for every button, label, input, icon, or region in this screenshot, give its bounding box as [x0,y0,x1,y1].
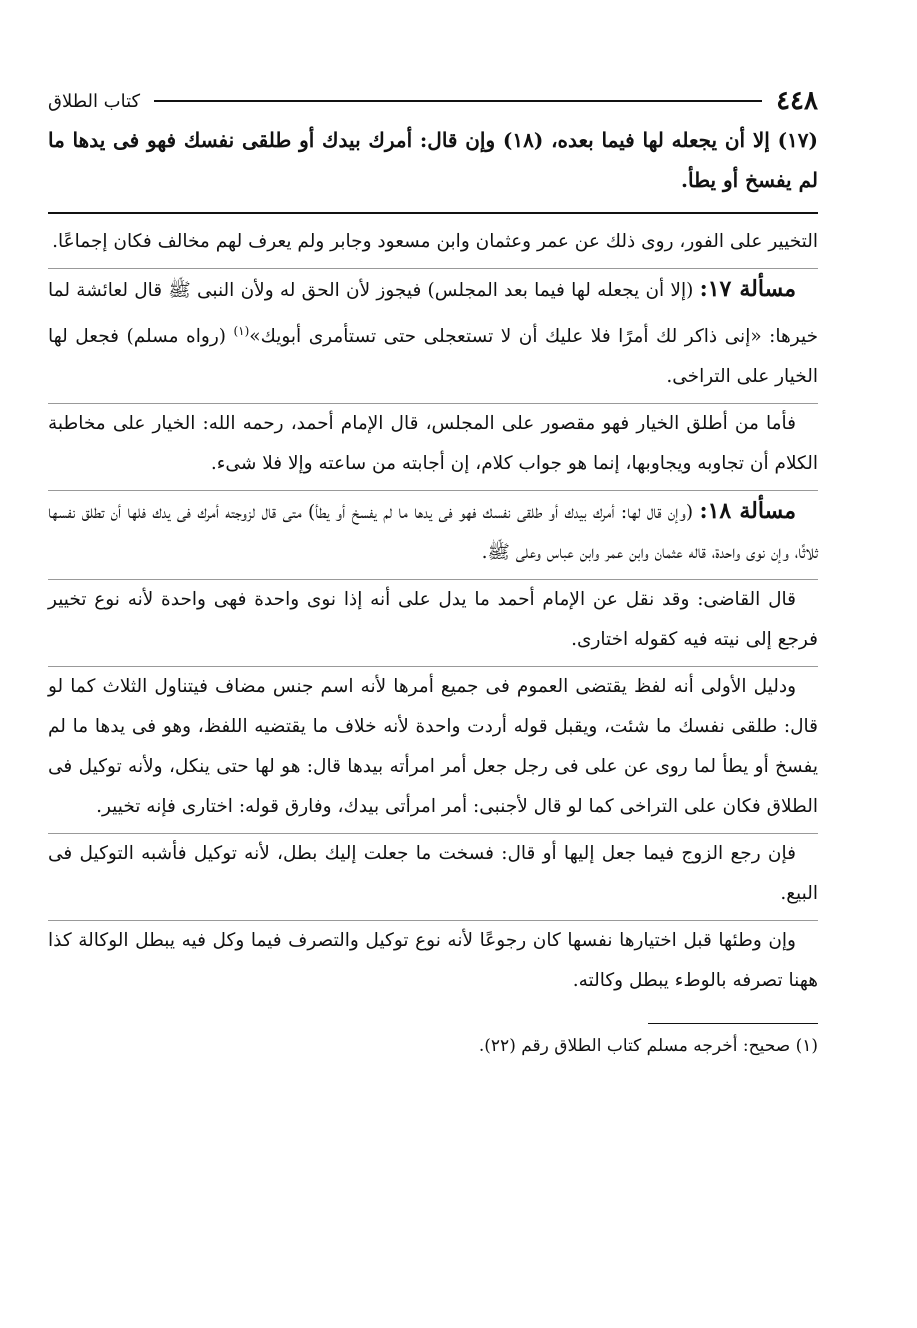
footnote-ref: (١) [233,324,250,338]
paragraph-7: فإن رجع الزوج فيما جعل إليها أو قال: فسخت ما جعلت إليك بطل، لأنه توكيل فأشبه التوكيل فى البيع. [48,843,818,905]
matn-divider [48,212,818,214]
paragraph-8: وإن وطئها قبل اختيارها نفسها كان رجوعًا لأنه نوع توكيل والتصرف فيما وكل فيه يبطل الوكالة كذا ههنا تصرفه بالوطء يبطل وكالته. [48,930,818,992]
header-rule [154,100,762,102]
page-header [48,84,818,118]
paragraph-2 [48,269,818,397]
commentary-body [48,222,818,1001]
book-title: كتاب الطلاق [48,90,141,112]
footnote-divider [648,1023,818,1024]
paragraph-2-text: (إلا أن يجعله لها فيما بعد المجلس) فيجوز لأن الحق له ولأن النبى ﷺ قال لعائشة لما خيرها: «إنى ذاكر لك أمرًا فلا عليك أن لا تستعجلى حتى تستأمرى أبويك» [48,280,819,348]
paragraph-2-tail: (رواه مسلم) فجعل لها الخيار على التراخى. [48,326,818,388]
paragraph-1: التخيير على الفور، روى ذلك عن عمر وعثمان وابن مسعود وجابر ولم يعرف لهم مخالف فكان إجماعًا. [52,231,818,252]
masala-17-label: مسألة ١٧: [699,276,796,302]
paragraph-6: ودليل الأولى أنه لفظ يقتضى العموم فى جميع أمرها لأنه اسم جنس مضاف فيتناول الثلاث كما لو قال: طلقى نفسك ما شئت، ويقبل قوله أردت واحدة لأنه خلاف ما يقتضيه اللفظ، وهو فى يدها ما لم يفسخ أو يطأ لما روى عن على فى رجل جعل أمر امرأته بيدها قال: هو لها حتى ينكل، ولأنه توكيل فى الطلاق فكان على التراخى كما لو قال لأجنبى: أمر امرأتى بيدك، وفارق قوله: اختارى فإنه تخيير. [48,676,818,818]
book-page [48,84,818,1064]
paragraph-4-text: (وإن قال لها: أمرك بيدك أو طلقى نفسك فهو فى يدها ما لم يفسخ أو يطأ) متى قال لزوجته أمرك فى يدك فلها أن تطلق نفسها ثلاثًا، وإن نوى واحدة، قاله عثمان وابن عمر وابن عباس وعلى ﷺ. [48,502,818,564]
paragraph-3: فأما من أطلق الخيار فهو مقصور على المجلس، قال الإمام أحمد، رحمه الله: الخيار على مخاطبة الكلام أن تجاوبه ويجاوبها، إنما هو جواب كلام، إن أجابته من ساعته وإلا فلا شىء. [48,413,818,475]
page-number: ٤٤٨ [776,86,818,116]
paragraph-4 [48,491,818,573]
matn-text: (١٧) إلا أن يجعله لها فيما بعده، (١٨) وإن قال: أمرك بيدك أو طلقى نفسك فهو فى يدها ما لم يفسخ أو يطأ. [48,128,818,192]
footnote-1: (١) صحيح: أخرجه مسلم كتاب الطلاق رقم (٢٢). [478,1036,818,1057]
paragraph-5: قال القاضى: وقد نقل عن الإمام أحمد ما يدل على أنه إذا نوى واحدة فهى واحدة لأنه نوع تخيير فرجع إلى نيته فيه كقوله اختارى. [48,589,818,651]
masala-18-label: مسألة ١٨: [699,498,796,525]
